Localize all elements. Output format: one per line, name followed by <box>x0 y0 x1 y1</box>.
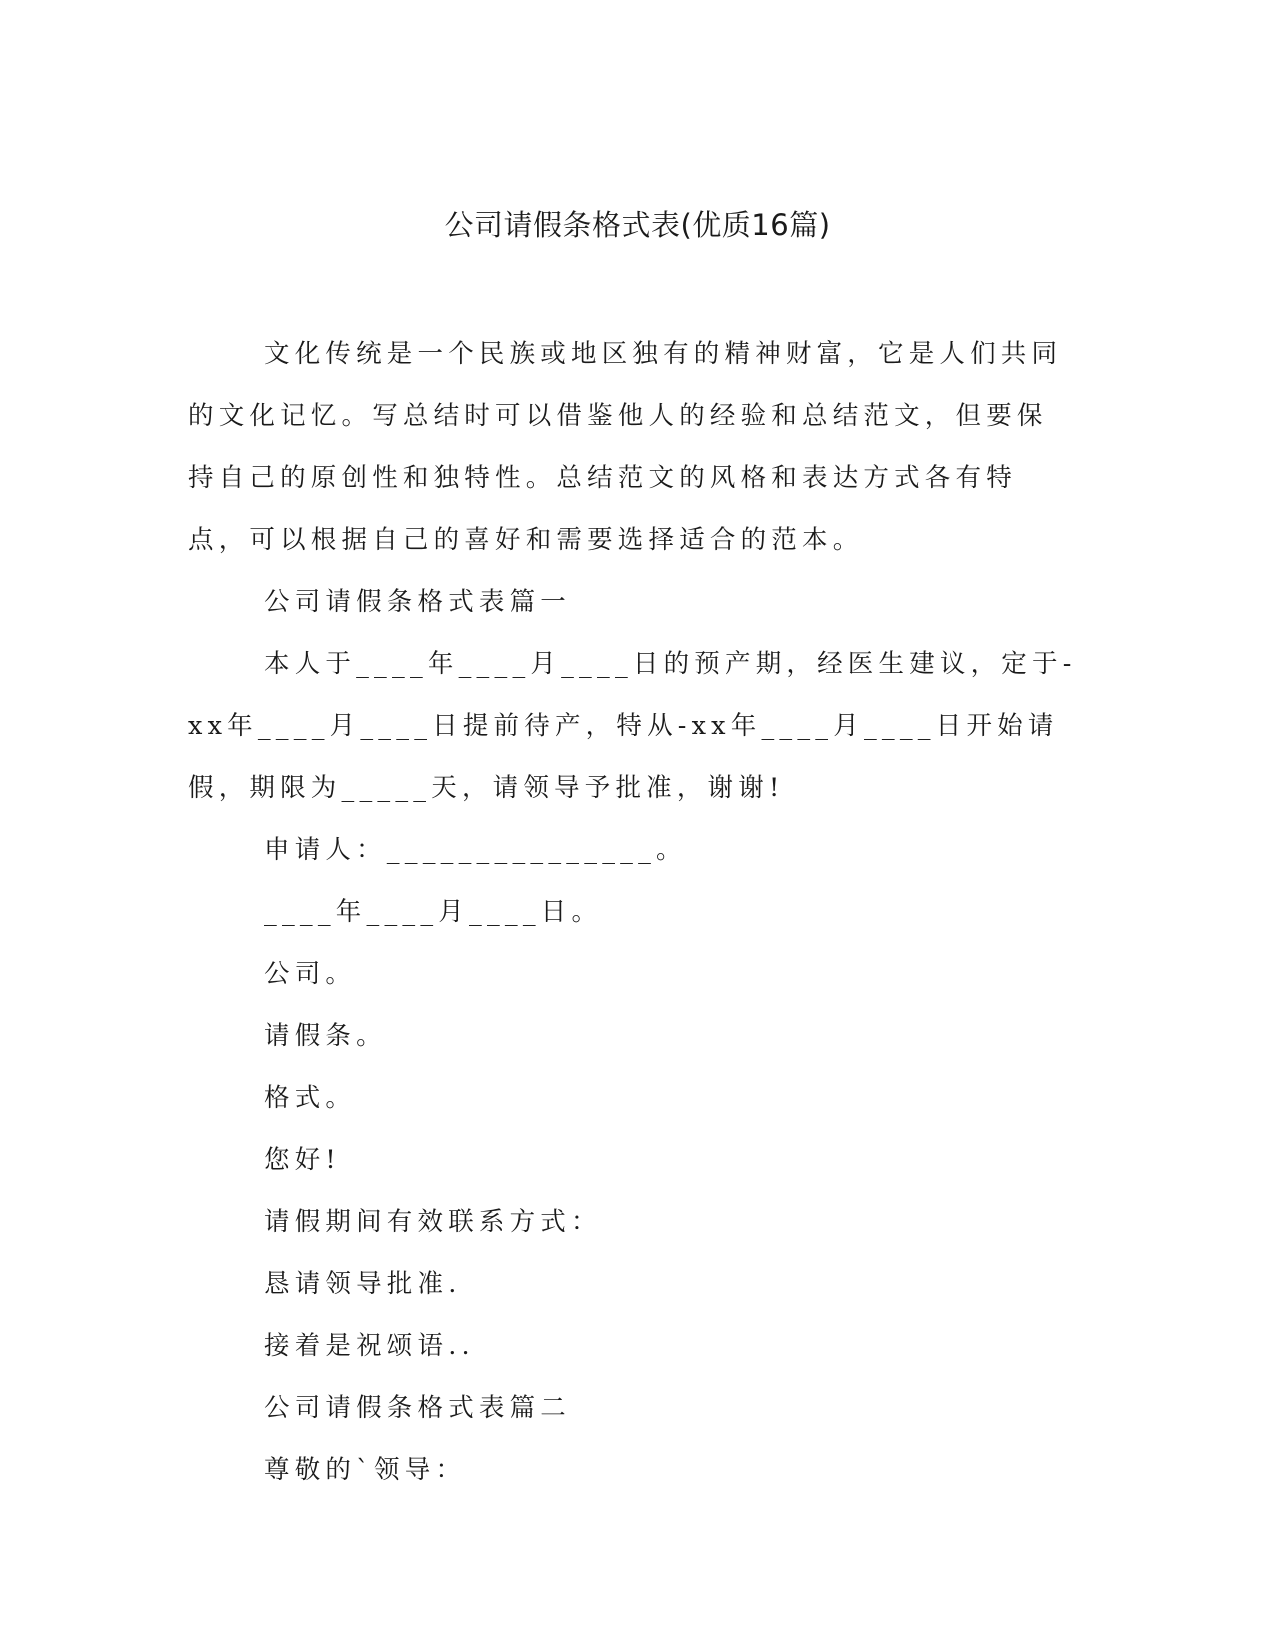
intro-paragraph: 文化传统是一个民族或地区独有的精神财富，它是人们共同的文化记忆。写总结时可以借鉴他人的经验和总结范文，但要保持自己的原创性和独特性。总结范文的风格和表达方式各有特点，可以根据自己的喜好和需要选择适合的范本。 <box>188 339 1063 555</box>
paragraph-closing: 接着是祝颂语.. <box>264 1331 475 1361</box>
paragraph-request-approval: 恳请领导批准. <box>264 1269 462 1299</box>
paragraph-leave-note: 请假条。 <box>264 1021 387 1051</box>
paragraph-company: 公司。 <box>264 959 357 989</box>
paragraph-format: 格式。 <box>264 1083 357 1113</box>
section-heading-2: 公司请假条格式表篇二 <box>264 1393 572 1423</box>
document-body <box>188 323 1078 1501</box>
paragraph-salutation: 尊敬的`领导： <box>264 1455 467 1485</box>
paragraph-contact: 请假期间有效联系方式： <box>264 1207 602 1237</box>
applicant-line: 申请人：_______________。 <box>264 835 687 865</box>
leave-request-paragraph: 本人于____年____月____日的预产期，经医生建议，定于-xx年____月____日提前待产，特从-xx年____月____日开始请假，期限为_____天，请领导予批准，谢谢! <box>188 649 1077 803</box>
date-line: ____年____月____日。 <box>264 897 603 927</box>
paragraph-greeting: 您好! <box>264 1145 341 1175</box>
section-heading-1: 公司请假条格式表篇一 <box>264 587 572 617</box>
document-title: 公司请假条格式表(优质16篇) <box>444 208 831 242</box>
